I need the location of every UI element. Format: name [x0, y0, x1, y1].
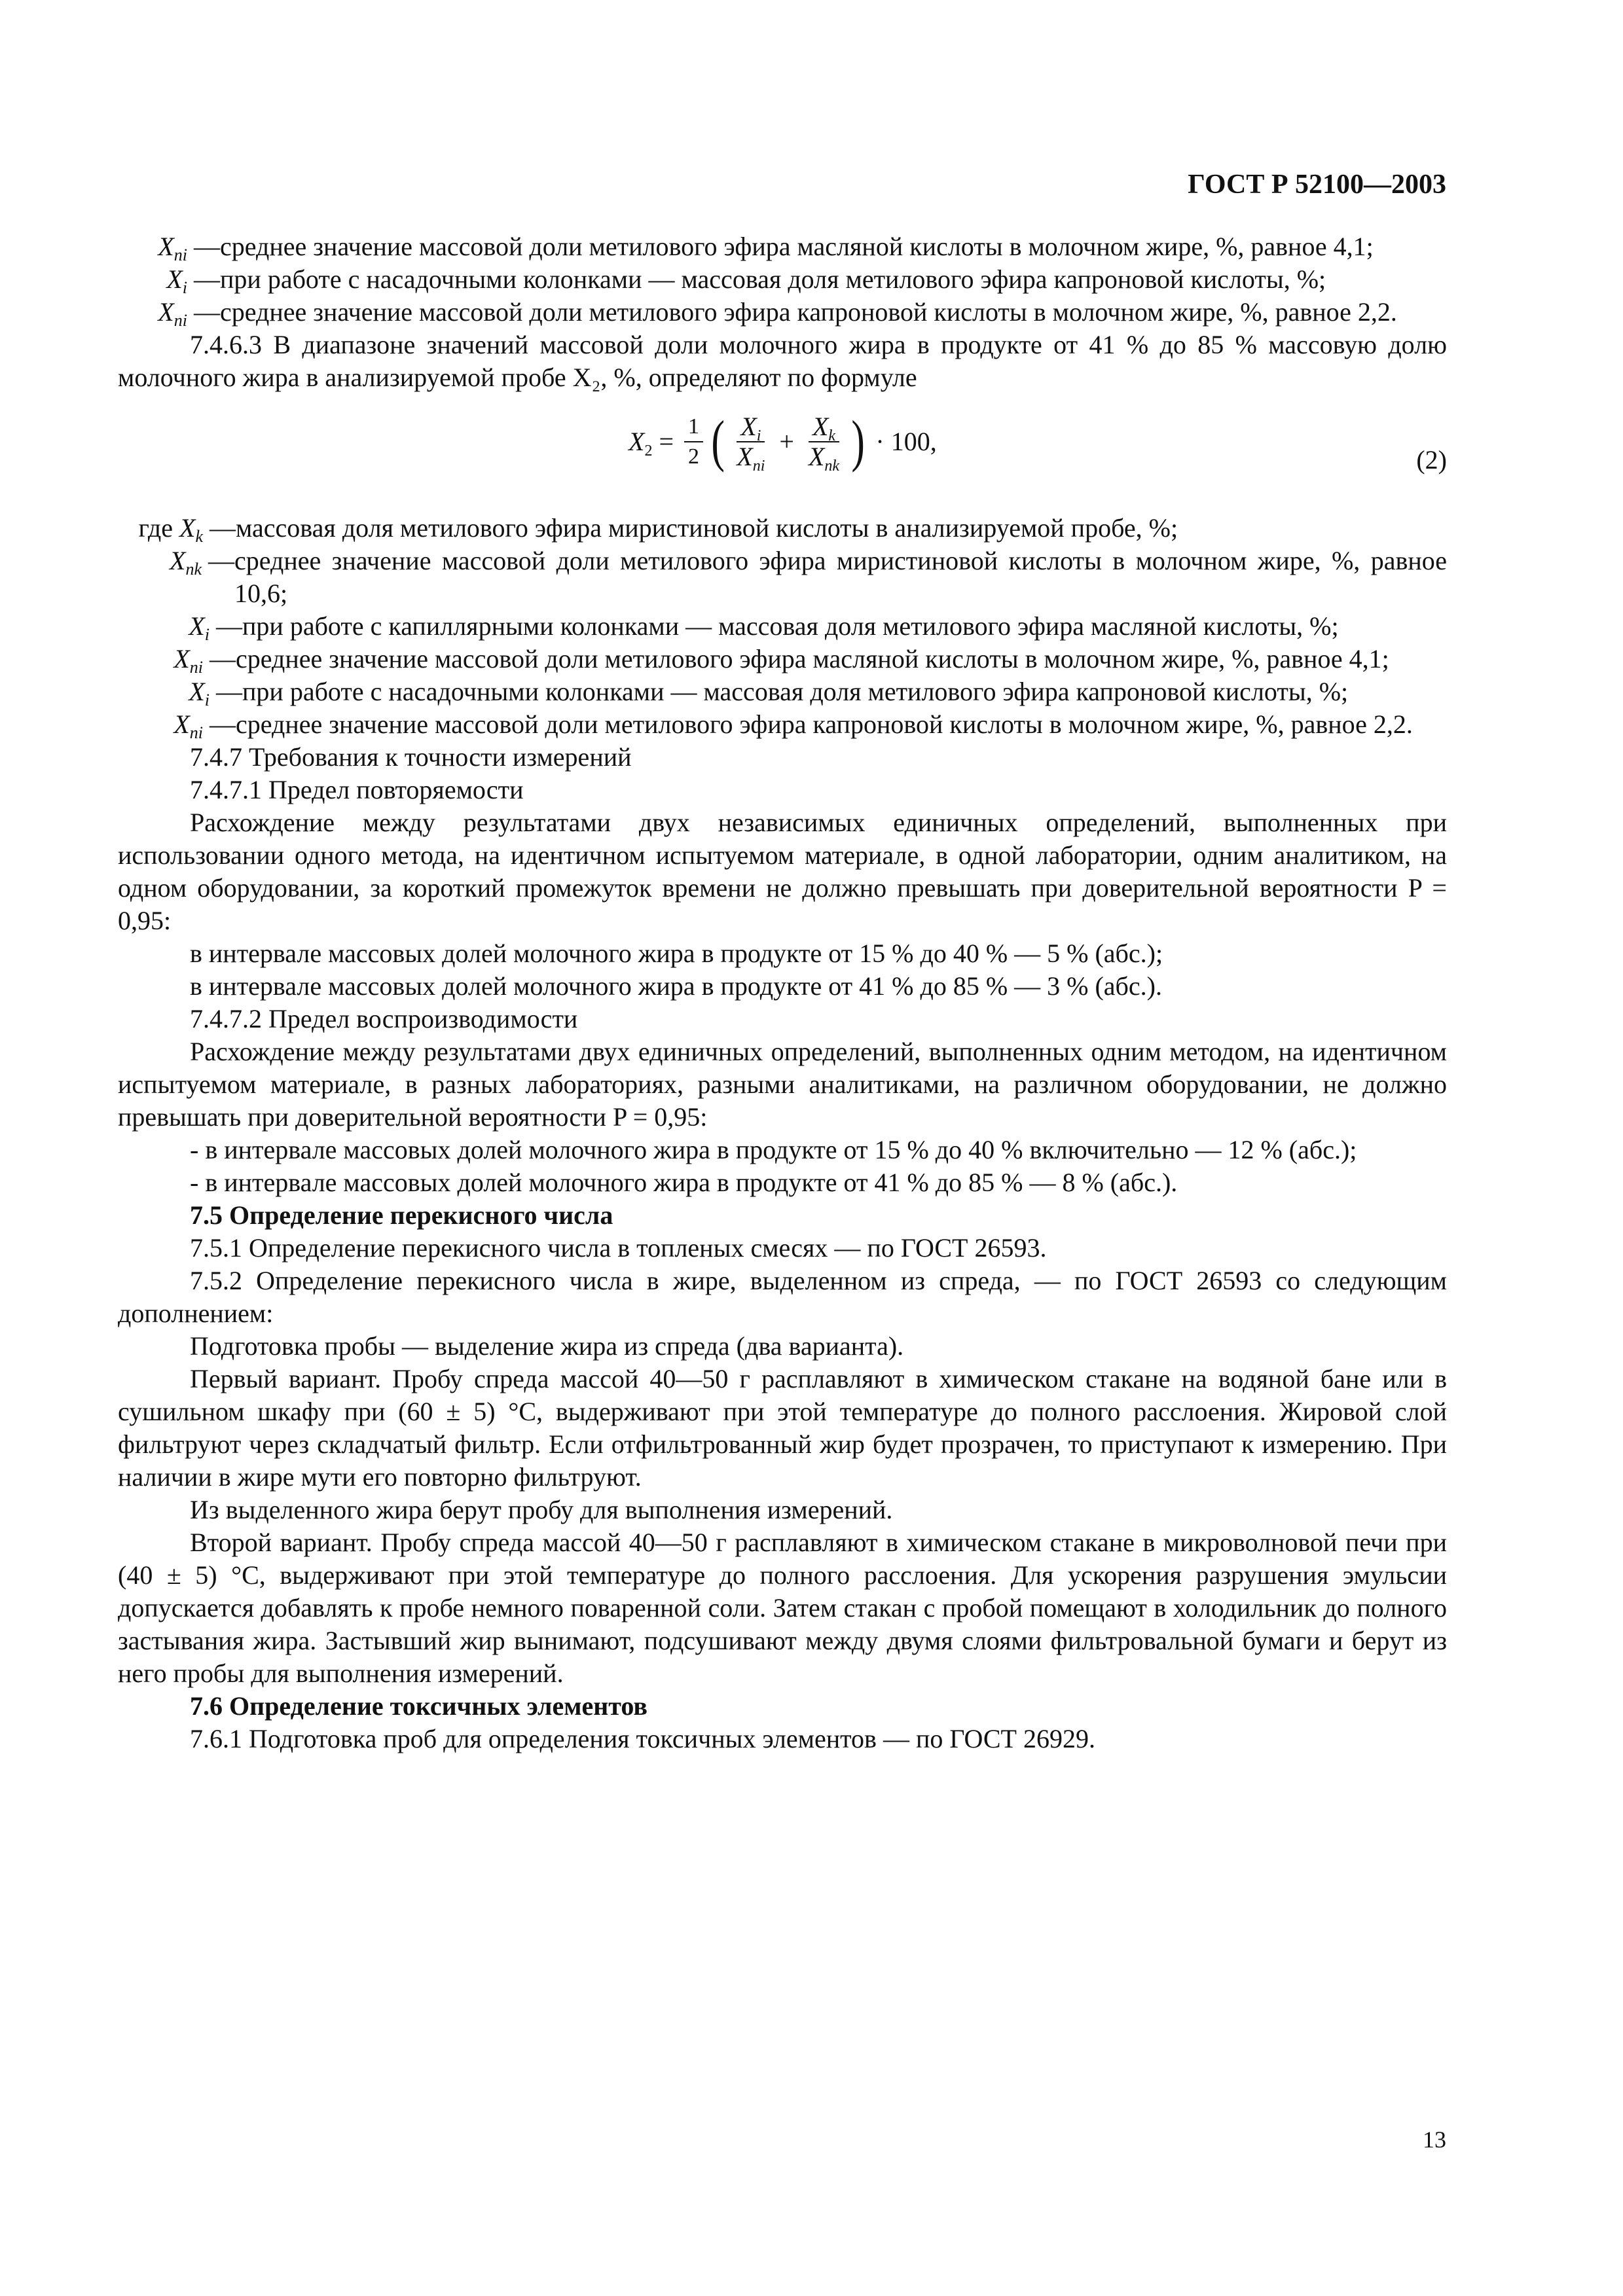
- formula-2: [629, 410, 937, 475]
- paragraph-7-5-2: 7.5.2 Определение перекисного числа в жире, выделенном из спреда, — по ГОСТ 26593 со следующим дополнением:: [118, 1266, 1447, 1328]
- definition-symbol: $X_{ni}$ —: [173, 709, 236, 742]
- paragraph-7-5-1: 7.5.1 Определение перекисного числа в топленых смесях — по ГОСТ 26593.: [190, 1233, 1047, 1263]
- paragraph-repeatability-b: в интервале массовых долей молочного жира в продукте от 41 % до 85 % — 3 % (абс.).: [190, 971, 1162, 1001]
- definition-item: [118, 263, 1447, 296]
- paragraph-variant-1: Первый вариант. Пробу спреда массой 40—50 г расплавляют в химическом стакане на водяной бане или в сушильном шкафу при (60 ± 5) °C, выдерживают при этой температуре до полного расслоения. Жировой слой фильтруют через складчатый фильтр. Если отфильтрованный жир будет прозрачен, то приступают к измерению. При наличии в жире мути его повторно фильтруют.: [118, 1364, 1447, 1492]
- definition-item: [118, 708, 1447, 741]
- definition-item: [118, 643, 1447, 675]
- definition-item: [118, 610, 1447, 643]
- paragraph-sample-prep: Подготовка пробы — выделение жира из спреда (два варианта).: [190, 1331, 904, 1361]
- formula-number: (2): [1416, 445, 1447, 475]
- heading-7-6: 7.6 Определение токсичных элементов: [190, 1691, 648, 1721]
- definition-item: [118, 230, 1447, 263]
- definition-item: [118, 545, 1447, 610]
- definition-item: [118, 512, 1447, 545]
- paragraph-reproducibility-a: - в интервале массовых долей молочного жира в продукте от 15 % до 40 % включительно — 12 % (абс.);: [190, 1135, 1357, 1164]
- definition-symbol: где $X_k$ —: [138, 513, 236, 546]
- definition-text: при работе с капиллярными колонками — массовая доля метилового эфира масляной кислоты, %;: [242, 611, 1339, 641]
- definition-text: среднее значение массовой доли метилового эфира масляной кислоты в молочном жире, %, равное 4,1;: [220, 232, 1374, 261]
- paragraph-repeatability-a: в интервале массовых долей молочного жира в продукте от 15 % до 40 % — 5 % (абс.);: [190, 939, 1163, 968]
- formula-block: [118, 398, 1447, 509]
- heading-7-4-7-2: 7.4.7.2 Предел воспроизводимости: [190, 1004, 578, 1033]
- definition-symbol: $X_{ni}$ —: [158, 232, 220, 264]
- definition-symbol: $X_i$ —: [189, 611, 242, 644]
- document-code-header: ГОСТ Р 52100—2003: [1188, 170, 1446, 200]
- definition-symbol: $X_{nk}$ —: [170, 546, 234, 579]
- definition-text: массовая доля метилового эфира миристиновой кислоты в анализируемой пробе, %;: [236, 513, 1178, 543]
- paragraph-take-sample: Из выделенного жира берут пробу для выполнения измерений.: [190, 1495, 893, 1524]
- formula-half: $\frac{1}{2}$: [684, 412, 703, 471]
- paragraph-repeatability: Расхождение между результатами двух независимых единичных определений, выполненных при использовании одного метода, на идентичном испытуемом материале, в одной лаборатории, одним аналитиком, на одном оборудовании, за короткий промежуток времени не должно превышать при доверительной вероятности P = 0,95:: [118, 808, 1447, 935]
- definition-symbol: $X_{ni}$ —: [173, 644, 236, 677]
- paragraph-variant-2: Второй вариант. Пробу спреда массой 40—50 г расплавляют в химическом стакане в микроволновой печи при (40 ± 5) °C, выдерживают при этой температуре до полного расслоения. Для ускорения разрушения эмульсии допускается добавлять к пробе немного поваренной соли. Затем стакан с пробой помещают в холодильник до полного застывания жира. Застывший жир вынимают, подсушивают между двумя слоями фильтровальной бумаги и берут из него пробы для выполнения измерений.: [118, 1528, 1447, 1688]
- formula-fraction-1: $\frac{X_i}{X_{ni}}$: [737, 412, 765, 475]
- definition-symbol: $X_i$ —: [166, 264, 220, 297]
- heading-7-4-7: 7.4.7 Требования к точности измерений: [190, 742, 632, 772]
- heading-7-5: 7.5 Определение перекисного числа: [190, 1200, 613, 1230]
- formula-tail: · 100,: [869, 427, 937, 456]
- paragraph-7-4-6-3: 7.4.6.3 В диапазоне значений массовой доли молочного жира в продукте от 41 % до 85 % массовую долю молочного жира в анализируемой пробе X₂, %, определяют по формуле: [118, 330, 1447, 392]
- definition-text: среднее значение массовой доли метилового эфира миристиновой кислоты в молочном жире, %, равное 10,6;: [234, 546, 1447, 608]
- formula-fraction-2: $\frac{X_k}{X_{nk}}$: [808, 412, 840, 475]
- definition-item: [118, 296, 1447, 329]
- paragraph-reproducibility: Расхождение между результатами двух единичных определений, выполненных одним методом, на идентичном испытуемом материале, в разных лабораториях, разными аналитиками, на различном оборудовании, не должно превышать при доверительной вероятности P = 0,95:: [118, 1037, 1447, 1132]
- definition-symbol: $X_i$ —: [189, 677, 242, 709]
- definition-text: при работе с насадочными колонками — массовая доля метилового эфира капроновой кислоты, %;: [242, 677, 1349, 706]
- formula-equals: =: [652, 427, 680, 456]
- formula-plus: +: [773, 427, 801, 456]
- page-number: 13: [1423, 2126, 1446, 2153]
- paragraph-7-6-1: 7.6.1 Подготовка проб для определения токсичных элементов — по ГОСТ 26929.: [190, 1724, 1095, 1753]
- left-paren-glyph: (: [711, 410, 725, 473]
- definition-symbol: $X_{ni}$ —: [158, 297, 220, 330]
- formula-lhs: $X_2$: [629, 427, 653, 459]
- definition-text: среднее значение массовой доли метилового эфира капроновой кислоты в молочном жире, %, равное 2,2.: [236, 709, 1413, 739]
- heading-7-4-7-1: 7.4.7.1 Предел повторяемости: [190, 775, 524, 804]
- paragraph-reproducibility-b: - в интервале массовых долей молочного жира в продукте от 41 % до 85 % — 8 % (абс.).: [190, 1168, 1178, 1197]
- definition-text: среднее значение массовой доли метилового эфира масляной кислоты в молочном жире, %, равное 4,1;: [236, 644, 1389, 673]
- right-paren-glyph: ): [851, 410, 865, 473]
- definition-item: [118, 675, 1447, 708]
- page-content: [118, 230, 1447, 1755]
- definition-text: среднее значение массовой доли метилового эфира капроновой кислоты в молочном жире, %, равное 2,2.: [220, 297, 1397, 327]
- definition-text: при работе с насадочными колонками — массовая доля метилового эфира капроновой кислоты, %;: [220, 264, 1326, 294]
